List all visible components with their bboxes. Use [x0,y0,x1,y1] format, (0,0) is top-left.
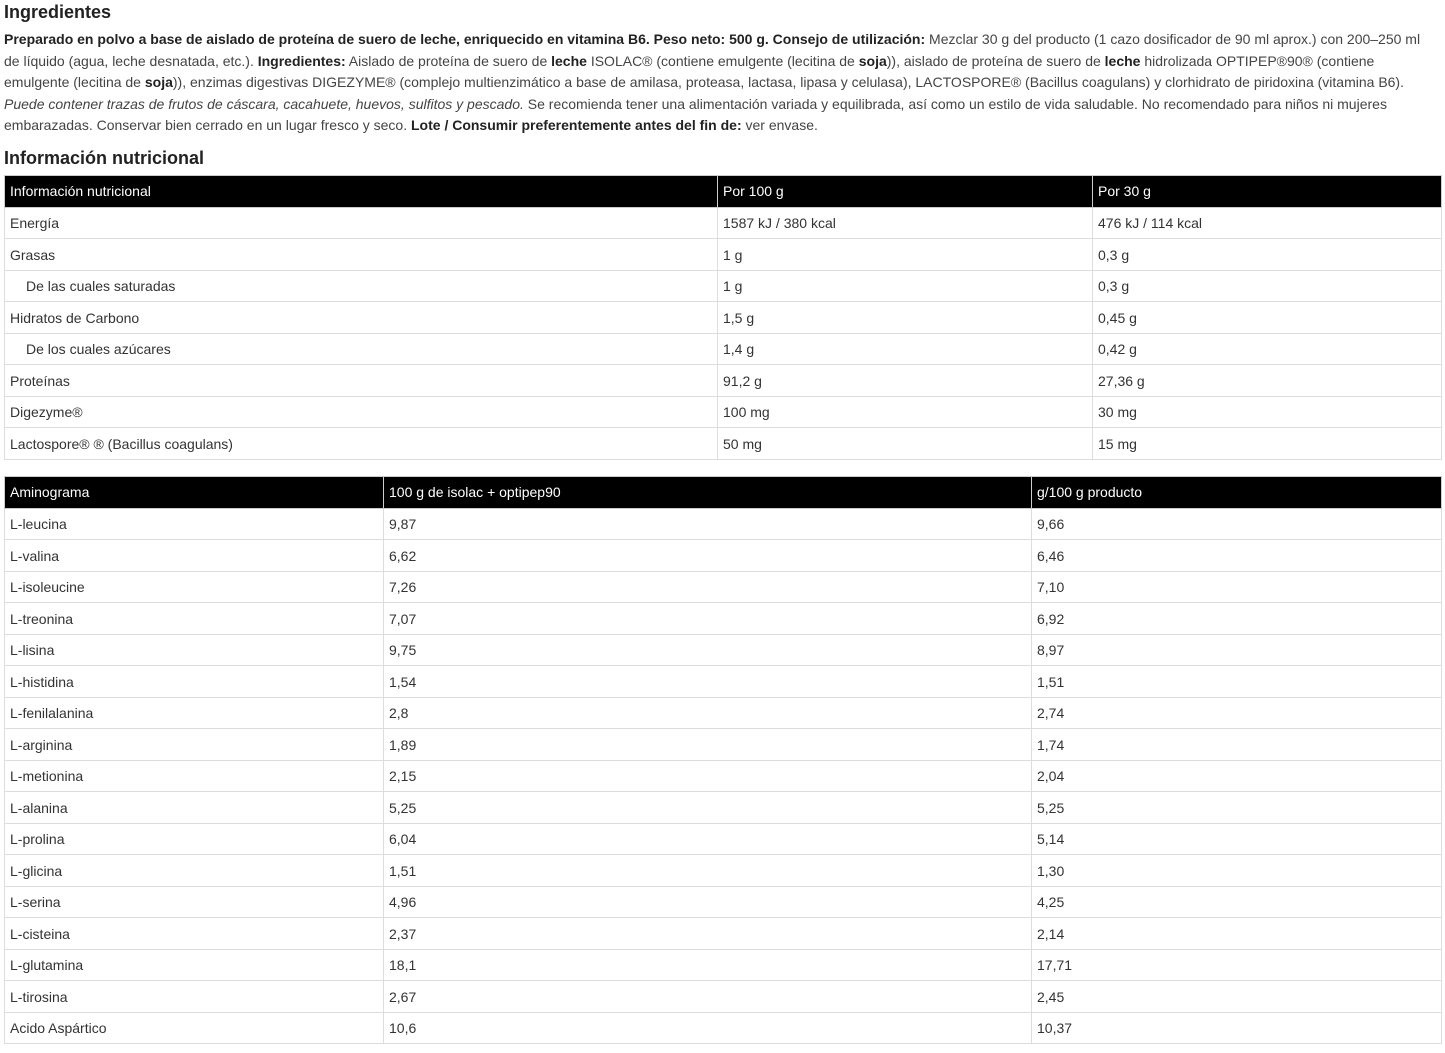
table-row [5,396,1442,428]
nutrition-value-per30: 476 kJ / 114 kcal [1093,207,1442,239]
nutrition-value-per100: 50 mg [718,428,1093,460]
table-row [5,333,1442,365]
table-row [5,270,1442,302]
ingredients-run: Puede contener trazas de frutos de cáscara, cacahuete, huevos, sulfitos y pescado. [4,95,524,112]
amino-name: L-cisteina [5,918,384,950]
amino-value-product: 2,45 [1032,981,1442,1013]
amino-name: L-lisina [5,634,384,666]
nutrition-heading: Información nutricional [4,147,205,168]
nutrition-value-per100: 91,2 g [718,365,1093,397]
table-row [5,634,1442,666]
nutrition-value-per30: 0,3 g [1093,239,1442,271]
amino-name: L-isoleucine [5,571,384,603]
ingredients-run: ISOLAC® (contiene emulgente (lecitina de [586,52,859,69]
ingredients-text [4,29,1438,137]
nutrition-table [4,175,1442,460]
aminogram-table [4,476,1442,1045]
nutrition-value-per30: 27,36 g [1093,365,1442,397]
amino-name: L-arginina [5,729,384,761]
nutrition-label: Proteínas [5,365,718,397]
ingredients-run: soja [858,52,887,69]
nutrition-header-label: Información nutricional [5,175,718,207]
amino-value-isolac: 2,8 [384,697,1032,729]
table-row [5,949,1442,981]
ingredients-heading: Ingredientes [4,2,112,22]
table-row [5,302,1442,334]
nutrition-header-per100: Por 100 g [718,175,1093,207]
amino-value-product: 6,92 [1032,603,1442,635]
nutrition-header-per30: Por 30 g [1093,175,1442,207]
amino-value-isolac: 6,04 [384,823,1032,855]
amino-value-product: 5,25 [1032,792,1442,824]
table-row [5,981,1442,1013]
table-row [5,603,1442,635]
nutrition-label: De los cuales azúcares [5,333,718,365]
ingredients-run: Se recomienda tener una alimentación variada y equilibrada, así como un estilo de vida saludable. No recomendado para niños ni mujeres embarazadas. Conservar bien cerrado en un lugar fresco y seco. [4,95,1387,134]
amino-value-isolac: 7,26 [384,571,1032,603]
nutrition-header-row [5,175,1442,207]
ingredients-run: Aislado de proteína de suero de [345,52,552,69]
amino-value-isolac: 18,1 [384,949,1032,981]
nutrition-value-per30: 15 mg [1093,428,1442,460]
amino-value-product: 9,66 [1032,508,1442,540]
amino-value-product: 1,30 [1032,855,1442,887]
amino-value-product: 8,97 [1032,634,1442,666]
table-row [5,823,1442,855]
amino-name: L-prolina [5,823,384,855]
aminogram-header-row [5,476,1442,508]
table-row [5,207,1442,239]
amino-value-isolac: 1,54 [384,666,1032,698]
ingredients-run: Ingredientes: [257,52,346,69]
amino-value-isolac: 4,96 [384,886,1032,918]
amino-value-isolac: 2,37 [384,918,1032,950]
table-row [5,540,1442,572]
amino-value-product: 2,74 [1032,697,1442,729]
ingredients-run: soja [144,74,173,91]
amino-value-isolac: 9,87 [384,508,1032,540]
table-row [5,1012,1442,1044]
amino-name: L-serina [5,886,384,918]
amino-value-isolac: 5,25 [384,792,1032,824]
table-row [5,571,1442,603]
nutrition-label: Grasas [5,239,718,271]
amino-name: L-histidina [5,666,384,698]
amino-value-product: 6,46 [1032,540,1442,572]
amino-value-isolac: 2,15 [384,760,1032,792]
amino-value-product: 1,51 [1032,666,1442,698]
amino-name: L-leucina [5,508,384,540]
table-row [5,365,1442,397]
amino-value-isolac: 7,07 [384,603,1032,635]
amino-name: L-valina [5,540,384,572]
amino-value-product: 2,14 [1032,918,1442,950]
amino-value-isolac: 1,89 [384,729,1032,761]
amino-value-product: 17,71 [1032,949,1442,981]
amino-value-product: 4,25 [1032,886,1442,918]
amino-value-isolac: 2,67 [384,981,1032,1013]
table-row [5,855,1442,887]
amino-name: L-alanina [5,792,384,824]
nutrition-value-per100: 1 g [718,270,1093,302]
amino-name: L-tirosina [5,981,384,1013]
nutrition-label: Hidratos de Carbono [5,302,718,334]
nutrition-label: Lactospore® ® (Bacillus coagulans) [5,428,718,460]
nutrition-value-per100: 100 mg [718,396,1093,428]
amino-value-isolac: 1,51 [384,855,1032,887]
amino-name: L-metionina [5,760,384,792]
nutrition-value-per100: 1587 kJ / 380 kcal [718,207,1093,239]
ingredients-run: ver envase. [741,117,818,134]
table-row [5,697,1442,729]
amino-name: L-fenilalanina [5,697,384,729]
amino-value-product: 7,10 [1032,571,1442,603]
table-row [5,918,1442,950]
nutrition-value-per30: 30 mg [1093,396,1442,428]
table-row [5,760,1442,792]
nutrition-value-per30: 0,42 g [1093,333,1442,365]
table-row [5,666,1442,698]
ingredients-run: leche [551,52,587,69]
nutrition-value-per30: 0,3 g [1093,270,1442,302]
nutrition-label: Energía [5,207,718,239]
amino-name: L-glicina [5,855,384,887]
aminogram-header-label: Aminograma [5,476,384,508]
ingredients-run: Lote / Consumir preferentemente antes del fin de: [411,117,742,134]
amino-value-product: 2,04 [1032,760,1442,792]
ingredients-run: leche [1104,52,1141,69]
amino-name: Acido Aspártico [5,1012,384,1044]
ingredients-run: Preparado en polvo a base de aislado de proteína de suero de leche, enriquecido en vitamina B6. Peso neto: 500 g. Consejo de utilización: [4,31,926,47]
nutrition-value-per100: 1 g [718,239,1093,271]
amino-value-product: 5,14 [1032,823,1442,855]
amino-value-isolac: 10,6 [384,1012,1032,1044]
amino-value-isolac: 9,75 [384,634,1032,666]
table-row [5,239,1442,271]
table-row [5,508,1442,540]
amino-value-product: 10,37 [1032,1012,1442,1044]
table-row [5,886,1442,918]
ingredients-run: Mezclar 30 g del producto (1 cazo dosificador de 90 ml aprox.) con 200–250 ml de líquido (agua, leche desnatada, etc.). [4,31,1421,69]
aminogram-header-product: g/100 g producto [1032,476,1442,508]
table-row [5,428,1442,460]
nutrition-value-per30: 0,45 g [1093,302,1442,334]
table-row [5,729,1442,761]
amino-value-isolac: 6,62 [384,540,1032,572]
ingredients-run: )), aislado de proteína de suero de [886,52,1105,69]
amino-value-product: 1,74 [1032,729,1442,761]
ingredients-run: hidrolizada OPTIPEP®90® (contiene emulgente (lecitina de [4,52,1375,91]
ingredients-run: )), enzimas digestivas DIGEZYME® (complejo multienzimático a base de amilasa, proteasa, lactasa, lipasa y celulasa), LACTOSPORE® (Bacillus coagulans) y clorhidrato de piridoxina (vitamina B6). [172,74,1404,91]
aminogram-header-isolac: 100 g de isolac + optipep90 [384,476,1032,508]
table-row [5,792,1442,824]
nutrition-value-per100: 1,4 g [718,333,1093,365]
amino-name: L-glutamina [5,949,384,981]
nutrition-value-per100: 1,5 g [718,302,1093,334]
nutrition-label: Digezyme® [5,396,718,428]
amino-name: L-treonina [5,603,384,635]
nutrition-label: De las cuales saturadas [5,270,718,302]
